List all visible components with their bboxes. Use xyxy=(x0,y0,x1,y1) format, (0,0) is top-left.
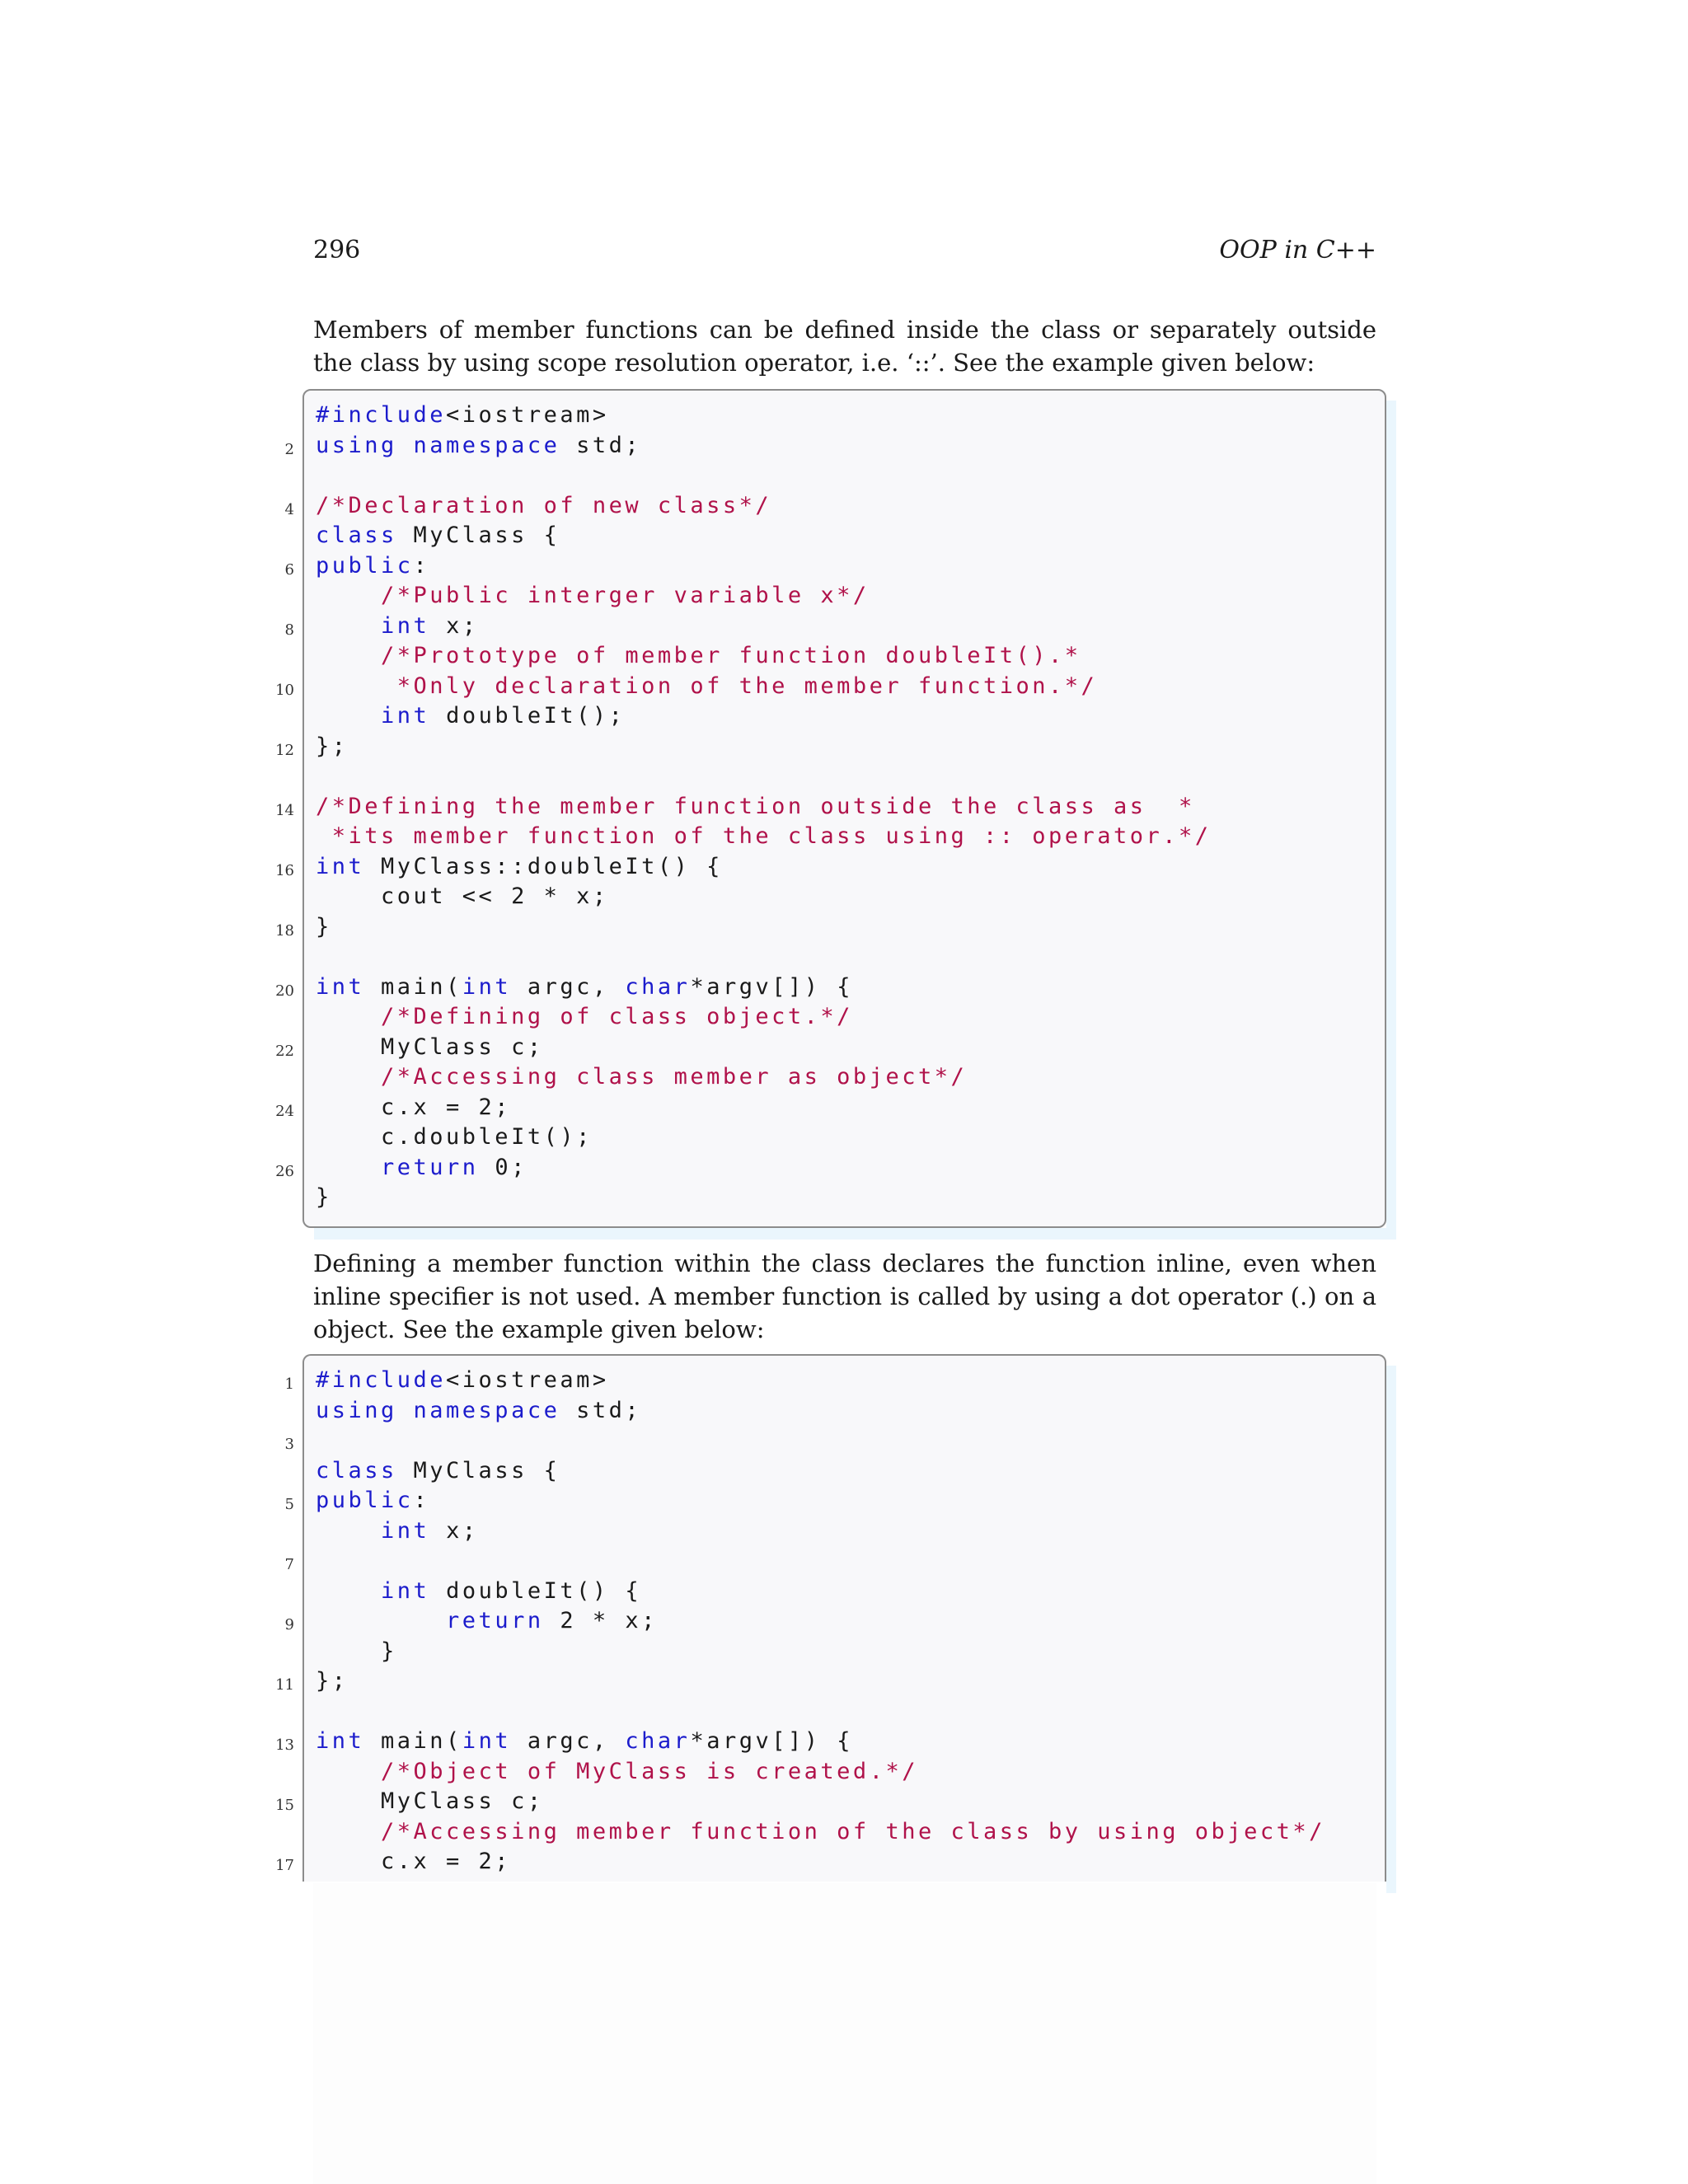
code-text xyxy=(316,701,625,731)
code-keyword: int xyxy=(316,973,365,1000)
code-token: <iostream> xyxy=(446,1367,609,1393)
code-text xyxy=(316,1847,511,1877)
code-token: cout << 2 * x; xyxy=(316,883,609,909)
code-text xyxy=(316,1062,967,1092)
code-line xyxy=(275,732,1367,762)
code-keyword: #include xyxy=(316,1367,447,1393)
code-keyword: class xyxy=(316,523,397,548)
code-comment: /*Declaration of new class*/ xyxy=(316,492,772,518)
code-line xyxy=(284,1366,1367,1395)
code-line xyxy=(304,461,1367,490)
code-text xyxy=(316,1396,641,1426)
code-token xyxy=(316,823,332,849)
code-text xyxy=(316,1002,853,1032)
code-token xyxy=(316,583,381,608)
code-keyword: int xyxy=(462,1728,512,1754)
line-number: 6 xyxy=(284,560,294,579)
code-listing-2 xyxy=(275,1354,1386,1882)
code-token: }; xyxy=(316,733,349,759)
code-line xyxy=(304,401,1367,430)
code-keyword: using namespace xyxy=(316,1397,560,1423)
code-line xyxy=(304,762,1367,791)
line-number: 26 xyxy=(275,1162,294,1180)
code-comment: /*Defining the member function outside the class as * xyxy=(316,793,1195,819)
code-keyword: public xyxy=(316,1488,414,1513)
code-keyword: public xyxy=(316,552,414,579)
code-token xyxy=(316,1518,381,1544)
code-keyword: int xyxy=(381,612,430,639)
code-line xyxy=(304,581,1367,611)
code-token xyxy=(316,1004,381,1029)
code-line xyxy=(304,1183,1367,1212)
code-token: : xyxy=(413,1488,430,1513)
code-line xyxy=(304,1456,1367,1486)
line-number: 22 xyxy=(275,1042,294,1060)
line-number: 4 xyxy=(284,500,294,518)
code-text xyxy=(316,641,1081,671)
code-token: argc, xyxy=(511,973,626,1000)
code-token xyxy=(316,613,381,639)
code-text xyxy=(316,431,641,461)
code-line xyxy=(275,1787,1367,1816)
code-token: c.x = 2; xyxy=(316,1849,512,1874)
code-line xyxy=(284,1486,1367,1516)
intro-paragraph: Members of member functions can be defined inside the class or separately outside the class by using scope resolution operator, i.e. ‘::’. See the example given below: xyxy=(313,316,1376,377)
code-text xyxy=(316,1366,609,1395)
code-token: MyClass c; xyxy=(316,1033,544,1060)
code-line xyxy=(304,701,1367,731)
code-token xyxy=(316,1578,381,1604)
code-keyword: int xyxy=(316,1728,365,1754)
line-number: 20 xyxy=(275,982,294,1000)
code-line xyxy=(275,1666,1367,1696)
code-token xyxy=(316,1064,381,1090)
code-line xyxy=(304,1577,1367,1606)
page-number: 296 xyxy=(313,236,361,265)
code-line xyxy=(284,1426,1367,1455)
line-number: 24 xyxy=(275,1102,294,1120)
code-token: *argv[]) { xyxy=(690,1728,853,1754)
code-token xyxy=(316,1608,446,1633)
code-text xyxy=(316,581,870,611)
code-keyword: char xyxy=(625,1728,691,1754)
code-token: }; xyxy=(316,1668,349,1694)
line-number: 8 xyxy=(284,621,294,639)
line-number: 3 xyxy=(284,1436,294,1453)
code-text xyxy=(316,732,349,762)
code-comment: *Only declaration of the member function.*/ xyxy=(396,673,1098,699)
code-line xyxy=(304,1637,1367,1666)
code-token: *argv[]) { xyxy=(690,973,853,1000)
code-keyword: int xyxy=(381,1517,430,1544)
code-token: MyClass { xyxy=(396,1457,560,1483)
code-line xyxy=(304,942,1367,972)
code-comment: /*Prototype of member function doubleIt().* xyxy=(381,643,1081,668)
code-token: MyClass::doubleIt() { xyxy=(364,853,723,879)
code-keyword: using namespace xyxy=(316,432,560,458)
code-comment: /*Accessing member function of the class by using object*/ xyxy=(381,1818,1325,1844)
code-comment: /*Object of MyClass is created.*/ xyxy=(381,1758,918,1784)
code-text xyxy=(316,1033,544,1062)
code-line xyxy=(304,1396,1367,1426)
code-token: } xyxy=(316,1184,332,1210)
code-line xyxy=(284,551,1367,581)
code-token: } xyxy=(316,1638,397,1664)
code-line xyxy=(304,1122,1367,1152)
code-line xyxy=(284,1546,1367,1576)
code-text xyxy=(316,822,1212,851)
code-line xyxy=(275,1153,1367,1183)
code-line xyxy=(275,912,1367,942)
code-line xyxy=(275,1847,1367,1877)
code-text xyxy=(316,1637,397,1666)
code-keyword: return xyxy=(446,1608,544,1633)
code-keyword: #include xyxy=(316,402,447,428)
code-line xyxy=(304,1062,1367,1092)
code-keyword: char xyxy=(625,973,691,1000)
code-keyword: class xyxy=(316,1457,397,1483)
line-number: 1 xyxy=(284,1376,294,1393)
code-token xyxy=(316,1819,381,1844)
line-number: 13 xyxy=(275,1736,294,1754)
code-text xyxy=(316,672,1097,701)
code-line xyxy=(275,972,1367,1002)
code-line xyxy=(284,491,1367,521)
code-text xyxy=(316,401,609,430)
code-line xyxy=(304,521,1367,551)
code-line xyxy=(304,1516,1367,1546)
line-number: 11 xyxy=(275,1676,294,1694)
code-token: doubleIt() { xyxy=(429,1577,642,1604)
code-token: x; xyxy=(429,1517,479,1544)
code-line xyxy=(304,822,1367,851)
inline-paragraph: Defining a member function within the class declares the function inline, even when inline specifier is not used. A member function is called by using a dot operator (.) on a object. See the example given below: xyxy=(313,1249,1376,1343)
code-text xyxy=(316,1757,918,1787)
code-text xyxy=(316,1122,593,1152)
code-text xyxy=(316,1486,429,1516)
line-number: 17 xyxy=(275,1857,294,1874)
code-text xyxy=(316,1666,349,1696)
line-number: 16 xyxy=(275,861,294,879)
code-line xyxy=(304,1002,1367,1032)
code-text xyxy=(316,792,1195,822)
code-text xyxy=(316,1817,1325,1847)
code-keyword: int xyxy=(381,703,430,729)
code-line xyxy=(275,1033,1367,1062)
code-comment: /*Public interger variable x*/ xyxy=(381,583,870,608)
code-token: main( xyxy=(364,1728,462,1754)
code-line xyxy=(275,792,1367,822)
code-comment: /*Accessing class member as object*/ xyxy=(381,1064,968,1090)
code-token xyxy=(316,1155,381,1180)
code-line xyxy=(304,641,1367,671)
code-text xyxy=(316,521,560,551)
code-line xyxy=(284,1606,1367,1636)
code-token: x; xyxy=(429,612,479,639)
line-number: 7 xyxy=(284,1556,294,1573)
code-token xyxy=(316,643,381,668)
code-text xyxy=(316,1153,528,1183)
code-comment: *its member function of the class using :: operator.*/ xyxy=(331,823,1212,849)
code-line xyxy=(304,882,1367,912)
code-token: <iostream> xyxy=(446,402,609,428)
code-line xyxy=(304,1757,1367,1787)
code-token xyxy=(316,673,397,699)
code-line xyxy=(284,612,1367,641)
code-text xyxy=(316,1093,511,1122)
code-text xyxy=(316,1727,853,1756)
code-text xyxy=(316,882,609,912)
page-bottom-blank xyxy=(313,1883,1376,2184)
code-comment: /*Defining of class object.*/ xyxy=(381,1004,853,1029)
code-text xyxy=(316,1606,658,1636)
code-token: MyClass c; xyxy=(316,1788,544,1814)
code-text xyxy=(316,1787,544,1816)
line-number: 14 xyxy=(275,801,294,819)
line-number: 12 xyxy=(275,741,294,759)
code-line xyxy=(304,1697,1367,1727)
code-text xyxy=(316,1516,479,1546)
code-keyword: int xyxy=(462,973,512,1000)
code-token: 2 * x; xyxy=(543,1608,658,1633)
code-token: : xyxy=(413,552,430,579)
line-number: 2 xyxy=(284,440,294,458)
code-token xyxy=(316,1759,381,1784)
code-token: std; xyxy=(560,1397,642,1423)
code-text xyxy=(316,491,771,521)
code-token: doubleIt(); xyxy=(429,703,626,729)
code-line xyxy=(304,1817,1367,1847)
code-text xyxy=(316,551,429,581)
code-text xyxy=(316,852,723,882)
code-listing-1 xyxy=(275,389,1386,1228)
code-keyword: int xyxy=(381,1577,430,1604)
code-text xyxy=(316,612,479,641)
code-text xyxy=(316,972,853,1002)
code-text xyxy=(316,1456,560,1486)
code-token xyxy=(316,703,381,729)
code-token: c.x = 2; xyxy=(316,1094,512,1120)
code-token: main( xyxy=(364,973,462,1000)
line-number: 10 xyxy=(275,681,294,699)
code-keyword: int xyxy=(316,853,365,879)
line-number: 15 xyxy=(275,1797,294,1814)
line-number: 18 xyxy=(275,921,294,940)
code-text xyxy=(316,1577,641,1606)
code-text xyxy=(316,1183,332,1212)
code-token: MyClass { xyxy=(396,523,560,548)
code-token: } xyxy=(316,913,332,940)
code-line xyxy=(275,1727,1367,1756)
code-token: 0; xyxy=(478,1154,528,1180)
line-number: 9 xyxy=(284,1616,294,1633)
line-number: 5 xyxy=(284,1496,294,1513)
code-keyword: return xyxy=(381,1154,479,1180)
code-line xyxy=(275,1093,1367,1122)
code-line xyxy=(284,431,1367,461)
code-line xyxy=(275,672,1367,701)
page-header xyxy=(313,236,1376,277)
code-token: std; xyxy=(560,432,642,458)
code-token: c.doubleIt(); xyxy=(316,1124,593,1150)
code-token: argc, xyxy=(511,1728,626,1754)
code-line xyxy=(275,852,1367,882)
running-head: OOP in C++ xyxy=(1219,236,1376,265)
code-text xyxy=(316,912,332,942)
